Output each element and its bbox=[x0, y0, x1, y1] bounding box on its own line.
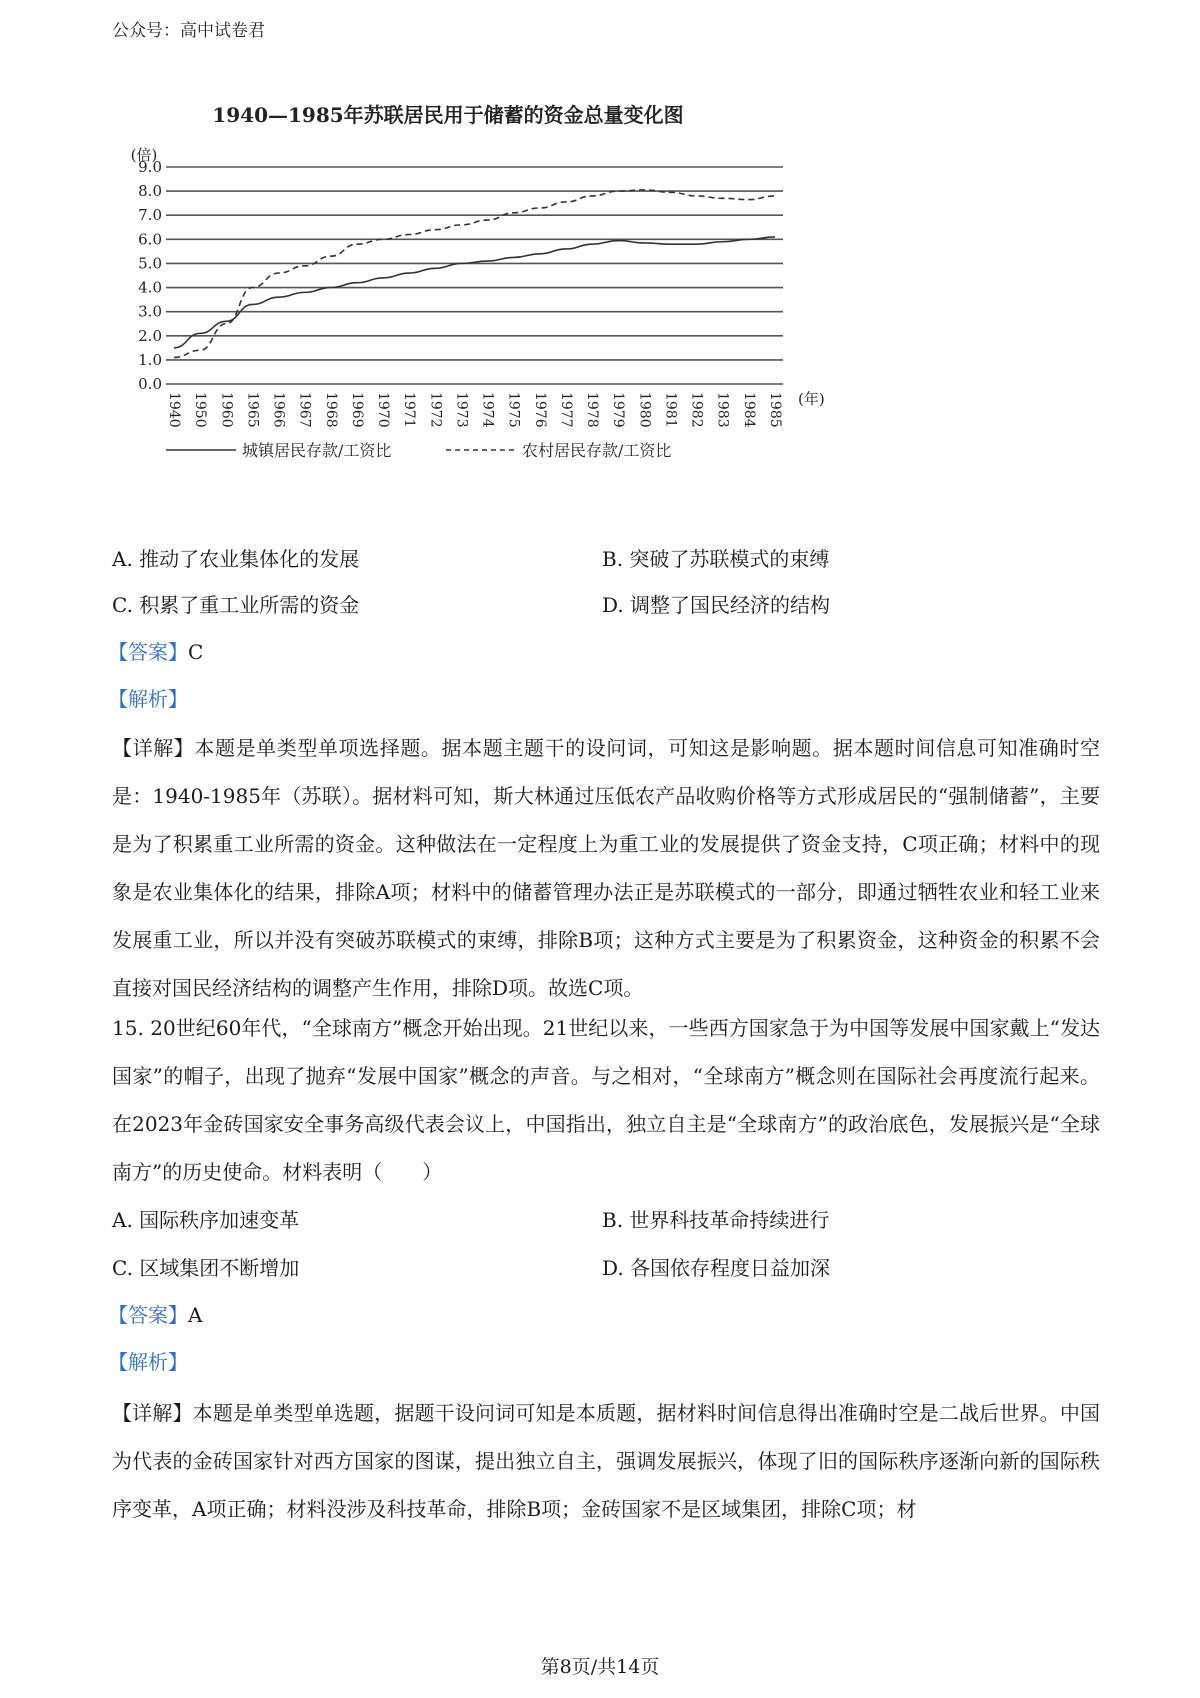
x-tick-label: 1968 bbox=[322, 392, 339, 428]
q14-option-d[interactable] bbox=[602, 590, 830, 620]
x-tick-label: 1982 bbox=[688, 392, 705, 428]
answer-value: C bbox=[188, 640, 204, 664]
y-tick-label: 9.0 bbox=[138, 158, 162, 176]
x-tick-label: 1971 bbox=[401, 392, 418, 428]
x-tick-label: 1977 bbox=[557, 392, 574, 428]
urban-series-line bbox=[174, 237, 775, 348]
chart-x-ticks bbox=[166, 392, 783, 428]
answer-tag: 【答案】 bbox=[108, 640, 188, 664]
answer-value: A bbox=[188, 1303, 203, 1327]
option-letter: D. bbox=[602, 1256, 624, 1280]
y-tick-label: 1.0 bbox=[138, 350, 162, 369]
page-number: 第8页/共14页 bbox=[540, 1656, 660, 1678]
y-tick-label: 7.0 bbox=[138, 206, 162, 225]
option-text: 调整了国民经济的结构 bbox=[630, 593, 831, 617]
chart-title: 1940—1985年苏联居民用于储蓄的资金总量变化图 bbox=[212, 104, 684, 127]
option-letter: D. bbox=[602, 593, 624, 617]
q15-option-d[interactable] bbox=[602, 1253, 830, 1283]
x-tick-label: 1950 bbox=[192, 392, 209, 428]
x-tick-label: 1965 bbox=[244, 392, 261, 428]
y-tick-label: 4.0 bbox=[138, 278, 162, 297]
q15-option-a[interactable] bbox=[112, 1205, 299, 1235]
option-letter: A. bbox=[112, 1208, 133, 1232]
option-letter: C. bbox=[112, 1256, 133, 1280]
q14-answer bbox=[108, 637, 203, 667]
option-text: 世界科技革命持续进行 bbox=[629, 1208, 830, 1232]
q15-detail: 【详解】本题是单类型单选题，据题干设问词可知是本质题，据材料时间信息得出准确时空是二战后世界。中国为代表的金砖国家针对西方国家的图谋，提出独立自主，强调发展振兴，体现了旧的国际秩序逐渐向新的国际秩序变革，A项正确；材料没涉及科技革命，排除B项；金砖国家不是区域集团，排除C项；材 bbox=[112, 1401, 1100, 1521]
q14-option-a[interactable] bbox=[112, 544, 359, 574]
y-tick-label: 5.0 bbox=[138, 254, 162, 273]
savings-line-chart bbox=[118, 104, 838, 514]
chart-y-ticks bbox=[138, 158, 162, 393]
y-tick-label: 6.0 bbox=[138, 230, 162, 249]
y-tick-label: 0.0 bbox=[138, 375, 162, 393]
chart-gridlines bbox=[166, 167, 783, 384]
header-account: 公众号：高中试卷君 bbox=[112, 21, 265, 41]
x-tick-label: 1960 bbox=[218, 392, 235, 428]
x-tick-label: 1974 bbox=[479, 392, 496, 428]
x-tick-label: 1966 bbox=[270, 392, 287, 428]
legend-urban-label: 城镇居民存款/工资比 bbox=[242, 441, 392, 460]
chart-legend bbox=[166, 441, 671, 460]
q15-option-c[interactable] bbox=[112, 1253, 299, 1283]
x-tick-label: 1970 bbox=[375, 392, 392, 428]
x-tick-label: 1967 bbox=[296, 392, 313, 428]
x-tick-label: 1983 bbox=[714, 392, 731, 428]
q15-stem: 15. 20世纪60年代，“全球南方”概念开始出现。21世纪以来，一些西方国家急于为中国等发展中国家戴上“发达国家”的帽子，出现了抛弃“发展中国家”概念的声音。与之相对，“全球南方”概念则在国际社会再度流行起来。在2023年金砖国家安全事务高级代表会议上，中国指出，独立自主是“全球南方”的政治底色，发展振兴是“全球南方”的历史使命。材料表明（ ） bbox=[112, 1016, 1100, 1184]
q15-analysis-tag: 【解析】 bbox=[108, 1350, 188, 1374]
chart-xlabel: (年) bbox=[798, 390, 825, 408]
x-tick-label: 1969 bbox=[348, 392, 365, 428]
option-letter: B. bbox=[602, 547, 624, 571]
x-tick-label: 1973 bbox=[453, 392, 470, 428]
x-tick-label: 1981 bbox=[662, 392, 679, 428]
q14-detail: 【详解】本题是单类型单项选择题。据本题主题干的设问词，可知这是影响题。据本题时间信息可知准确时空是：1940-1985年（苏联）。据材料可知，斯大林通过压低农产品收购价格等方式形成居民的“强制储蓄”，主要是为了积累重工业所需的资金。这种做法在一定程度上为重工业的发展提供了资金支持，C项正确；材料中的现象是农业集体化的结果，排除A项；材料中的储蓄管理办法正是苏联模式的一部分，即通过牺牲农业和轻工业来发展重工业，所以并没有突破苏联模式的束缚，排除B项；这种方式主要是为了积累资金，这种资金的积累不会直接对国民经济结构的调整产生作用，排除D项。故选C项。 bbox=[112, 736, 1100, 1000]
option-text: 突破了苏联模式的束缚 bbox=[629, 547, 830, 571]
chart-ylabel: (倍) bbox=[130, 146, 158, 164]
option-text: 推动了农业集体化的发展 bbox=[139, 547, 360, 571]
q14-option-b[interactable] bbox=[602, 544, 829, 574]
answer-tag: 【答案】 bbox=[108, 1303, 188, 1327]
option-text: 国际秩序加速变革 bbox=[139, 1208, 300, 1232]
x-tick-label: 1980 bbox=[636, 392, 653, 428]
x-tick-label: 1975 bbox=[505, 392, 522, 428]
option-text: 积累了重工业所需的资金 bbox=[139, 593, 360, 617]
option-letter: B. bbox=[602, 1208, 624, 1232]
x-tick-label: 1984 bbox=[740, 392, 757, 428]
q14-analysis-tag: 【解析】 bbox=[108, 687, 188, 711]
q14-option-c[interactable] bbox=[112, 590, 359, 620]
option-text: 区域集团不断增加 bbox=[139, 1256, 300, 1280]
x-tick-label: 1940 bbox=[166, 392, 182, 428]
y-tick-label: 3.0 bbox=[138, 302, 162, 321]
legend-rural-label: 农村居民存款/工资比 bbox=[522, 441, 672, 460]
y-tick-label: 8.0 bbox=[138, 182, 162, 201]
q15-answer bbox=[108, 1300, 202, 1330]
x-tick-label: 1985 bbox=[767, 392, 783, 428]
option-text: 各国依存程度日益加深 bbox=[630, 1256, 831, 1280]
x-tick-label: 1972 bbox=[427, 392, 444, 428]
y-tick-label: 2.0 bbox=[138, 326, 162, 345]
x-tick-label: 1979 bbox=[610, 392, 627, 428]
option-letter: A. bbox=[112, 547, 133, 571]
x-tick-label: 1978 bbox=[584, 392, 601, 428]
option-letter: C. bbox=[112, 593, 133, 617]
x-tick-label: 1976 bbox=[531, 392, 548, 428]
q15-option-b[interactable] bbox=[602, 1205, 829, 1235]
